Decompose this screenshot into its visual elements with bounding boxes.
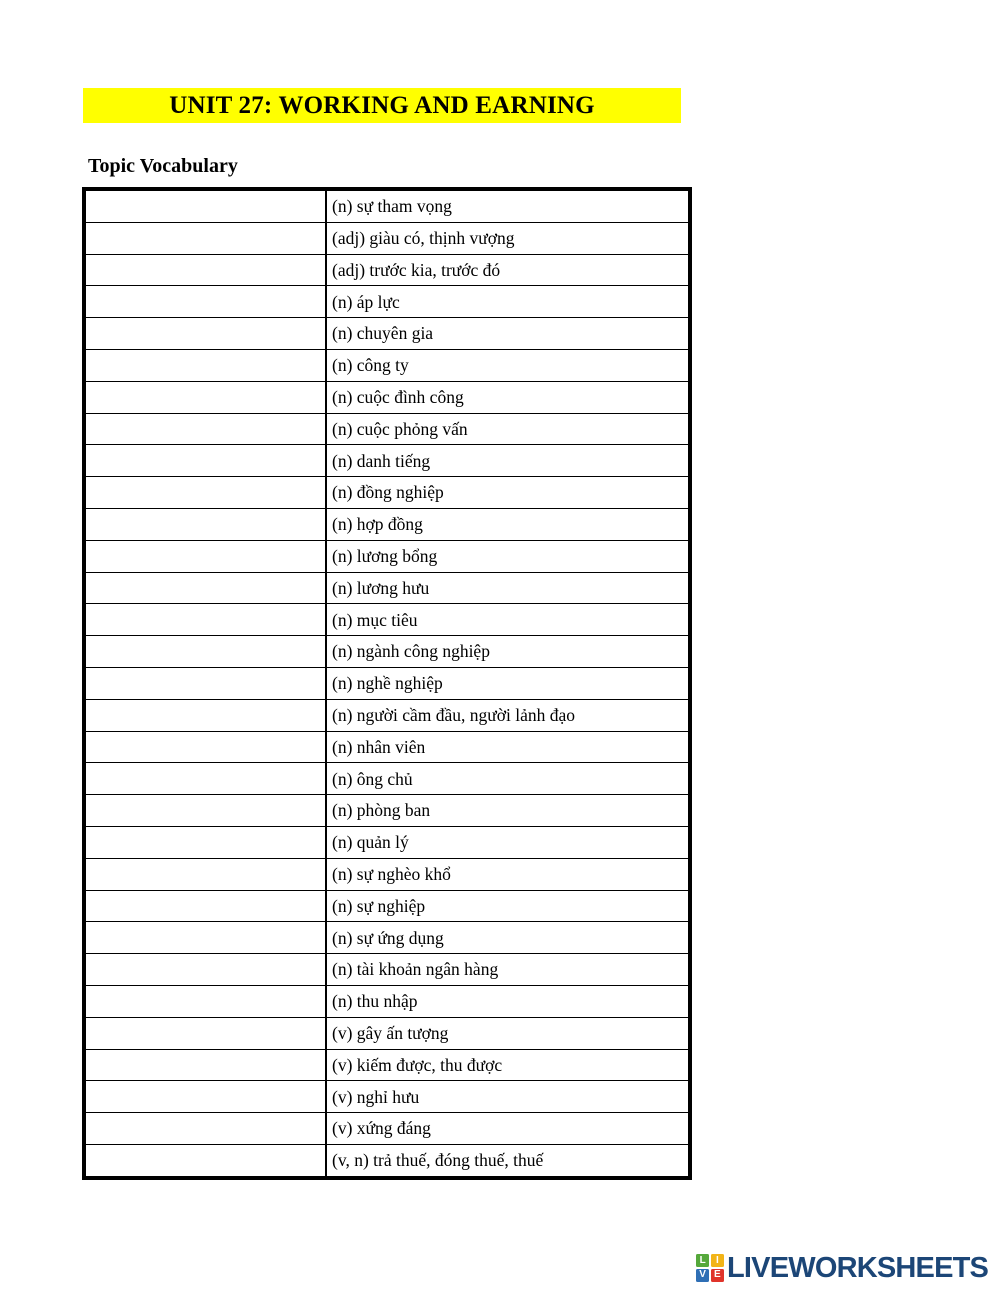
table-row [84,795,690,827]
table-row [84,189,690,222]
vocab-meaning-cell: (n) áp lực [326,286,690,318]
section-heading-topic-vocabulary: Topic Vocabulary [88,155,238,177]
table-row [84,922,690,954]
table-row [84,1017,690,1049]
logo-tile-v: V [696,1269,709,1282]
table-row [84,1113,690,1145]
table-row [84,699,690,731]
table-row [84,1144,690,1177]
vocab-meaning-cell: (n) sự nghèo khổ [326,858,690,890]
vocab-meaning-cell: (n) ngành công nghiệp [326,636,690,668]
table-row [84,604,690,636]
vocab-word-input-cell[interactable] [84,1081,326,1113]
table-row [84,985,690,1017]
vocab-word-input-cell[interactable] [84,763,326,795]
logo-tile-l: L [696,1254,709,1267]
table-row [84,445,690,477]
vocab-word-input-cell[interactable] [84,189,326,222]
vocab-meaning-cell: (n) nghề nghiệp [326,667,690,699]
vocab-meaning-cell: (n) sự ứng dụng [326,922,690,954]
table-row [84,286,690,318]
table-row [84,826,690,858]
vocab-word-input-cell[interactable] [84,381,326,413]
table-row [84,540,690,572]
table-row [84,858,690,890]
vocab-word-input-cell[interactable] [84,731,326,763]
vocab-meaning-cell: (n) lương hưu [326,572,690,604]
vocab-meaning-cell: (n) ông chủ [326,763,690,795]
vocab-meaning-cell: (n) sự nghiệp [326,890,690,922]
vocab-word-input-cell[interactable] [84,954,326,986]
vocab-word-input-cell[interactable] [84,1017,326,1049]
vocab-meaning-cell: (n) nhân viên [326,731,690,763]
table-row [84,763,690,795]
vocab-word-input-cell[interactable] [84,508,326,540]
vocab-word-input-cell[interactable] [84,985,326,1017]
vocab-word-input-cell[interactable] [84,1144,326,1177]
vocab-word-input-cell[interactable] [84,636,326,668]
vocab-meaning-cell: (n) cuộc phỏng vấn [326,413,690,445]
vocab-meaning-cell: (v) xứng đáng [326,1113,690,1145]
vocab-word-input-cell[interactable] [84,604,326,636]
table-row [84,477,690,509]
vocab-word-input-cell[interactable] [84,890,326,922]
vocab-word-input-cell[interactable] [84,254,326,286]
vocab-meaning-cell: (n) cuộc đình công [326,381,690,413]
vocab-word-input-cell[interactable] [84,477,326,509]
vocab-meaning-cell: (n) sự tham vọng [326,189,690,222]
vocab-meaning-cell: (v, n) trả thuế, đóng thuế, thuế [326,1144,690,1177]
vocab-word-input-cell[interactable] [84,540,326,572]
vocab-meaning-cell: (v) gây ấn tượng [326,1017,690,1049]
vocab-word-input-cell[interactable] [84,572,326,604]
vocabulary-table [82,187,692,1180]
logo-tile-i: I [711,1254,724,1267]
vocab-meaning-cell: (n) người cầm đầu, người lảnh đạo [326,699,690,731]
vocab-word-input-cell[interactable] [84,826,326,858]
vocab-meaning-cell: (n) thu nhập [326,985,690,1017]
table-row [84,667,690,699]
vocab-word-input-cell[interactable] [84,349,326,381]
vocab-meaning-cell: (n) lương bổng [326,540,690,572]
table-row [84,1081,690,1113]
table-row [84,222,690,254]
vocab-meaning-cell: (adj) trước kia, trước đó [326,254,690,286]
vocab-meaning-cell: (adj) giàu có, thịnh vượng [326,222,690,254]
vocab-meaning-cell: (n) công ty [326,349,690,381]
table-row [84,413,690,445]
vocab-word-input-cell[interactable] [84,318,326,350]
table-row [84,572,690,604]
vocab-meaning-cell: (n) mục tiêu [326,604,690,636]
liveworksheets-mark-icon [696,1254,724,1282]
table-row [84,318,690,350]
vocab-word-input-cell[interactable] [84,222,326,254]
unit-title-banner [83,88,681,123]
vocab-word-input-cell[interactable] [84,1113,326,1145]
liveworksheets-logo [696,1251,988,1285]
table-row [84,381,690,413]
page-title: UNIT 27: WORKING AND EARNING [169,91,595,119]
table-row [84,731,690,763]
table-row [84,954,690,986]
vocab-word-input-cell[interactable] [84,922,326,954]
table-row [84,254,690,286]
vocabulary-table-container [82,187,682,1180]
vocab-word-input-cell[interactable] [84,858,326,890]
table-row [84,1049,690,1081]
logo-tile-e: E [711,1269,724,1282]
vocab-meaning-cell: (n) đồng nghiệp [326,477,690,509]
vocab-meaning-cell: (n) quản lý [326,826,690,858]
vocab-meaning-cell: (v) kiếm được, thu được [326,1049,690,1081]
vocab-word-input-cell[interactable] [84,445,326,477]
vocab-meaning-cell: (n) danh tiếng [326,445,690,477]
vocab-meaning-cell: (n) hợp đồng [326,508,690,540]
vocab-word-input-cell[interactable] [84,286,326,318]
table-row [84,349,690,381]
table-row [84,636,690,668]
vocab-meaning-cell: (v) nghỉ hưu [326,1081,690,1113]
vocab-word-input-cell[interactable] [84,795,326,827]
vocab-word-input-cell[interactable] [84,413,326,445]
vocab-meaning-cell: (n) tài khoản ngân hàng [326,954,690,986]
vocab-meaning-cell: (n) phòng ban [326,795,690,827]
liveworksheets-wordmark: LIVEWORKSHEETS [727,1251,989,1284]
vocab-word-input-cell[interactable] [84,699,326,731]
vocab-word-input-cell[interactable] [84,667,326,699]
table-row [84,890,690,922]
table-row [84,508,690,540]
vocab-word-input-cell[interactable] [84,1049,326,1081]
vocab-meaning-cell: (n) chuyên gia [326,318,690,350]
